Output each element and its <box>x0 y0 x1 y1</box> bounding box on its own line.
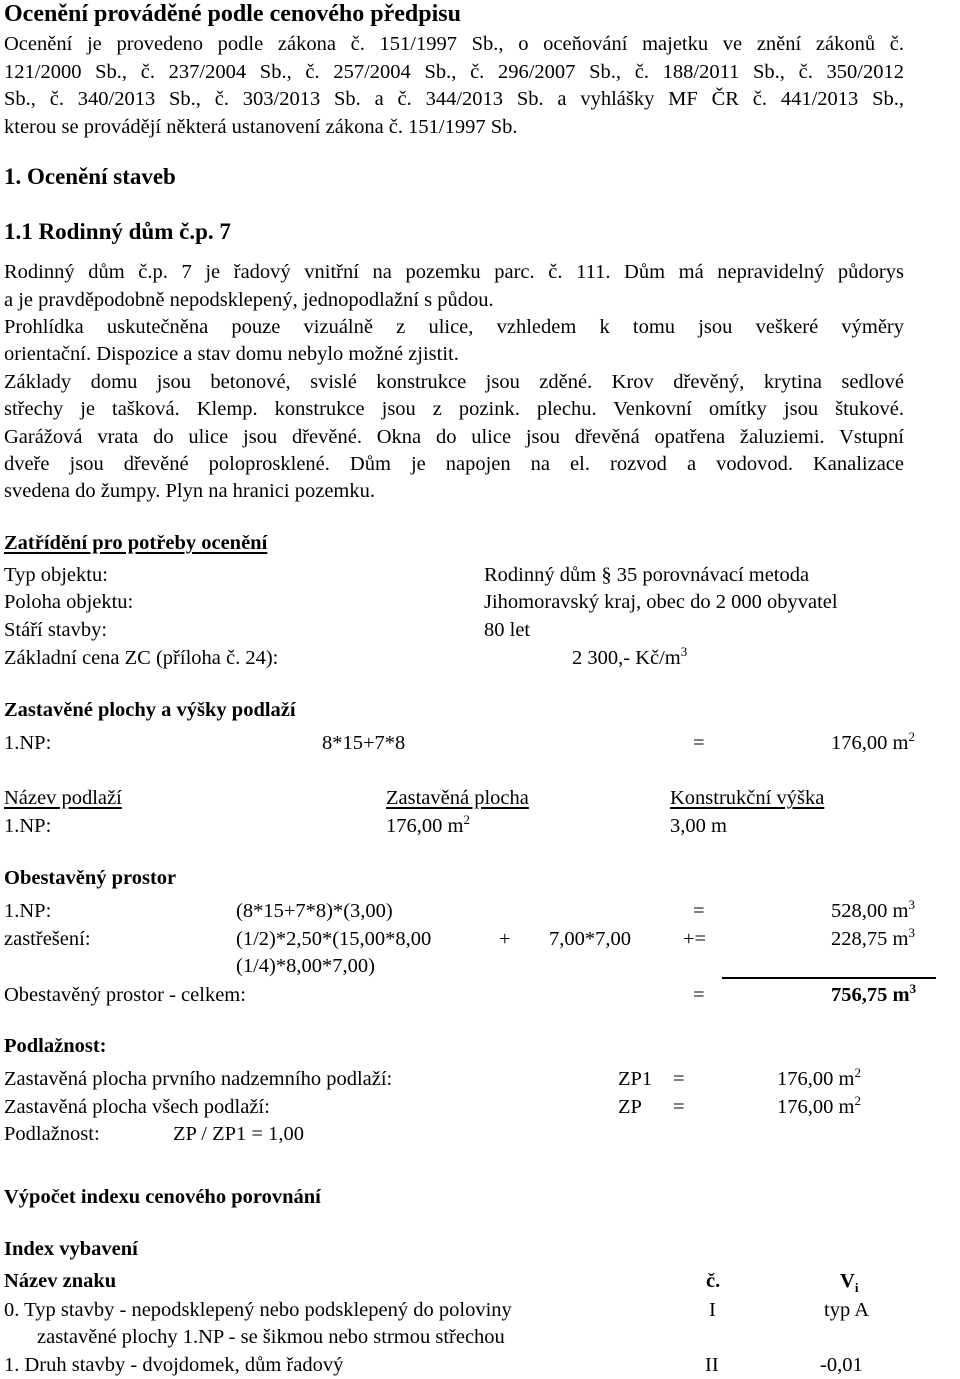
description-line-4: orientační. Dispozice a stav domu nebylo možné zjistit. <box>4 343 459 365</box>
ratio-result-label: Podlažnost: <box>4 1123 100 1145</box>
builtup-row-eq: = <box>693 732 705 754</box>
volume-roof-formula-2: 7,00*7,00 <box>549 928 631 950</box>
index-row-0-no: I <box>709 1299 716 1321</box>
description-line-2: a je pravděpodobně nepodsklepený, jednopodlažní s půdou. <box>4 289 494 311</box>
index-row-0-name-cont: zastavěné plochy 1.NP - se šikmou nebo strmou střechou <box>37 1326 505 1348</box>
section-heading-1-1: 1.1 Rodinný dům č.p. 7 <box>4 219 231 244</box>
volume-roof-plus: + <box>499 928 511 950</box>
base-price-value: 2 300,- $Kč/m^3$ <box>572 644 688 669</box>
type-value: Rodinný dům § 35 porovnávací metoda <box>484 564 810 586</box>
description-line-5: Základy domu jsou betonové, svislé konstrukce jsou zděné. Krov dřevěný, krytina sedlové <box>4 371 904 393</box>
intro-line-2: 121/2000 Sb., č. 237/2004 Sb., č. 257/2004 Sb., č. 296/2007 Sb., č. 188/2011 Sb., č. 350/2012 <box>4 61 904 83</box>
ratio-zp-value: 176,00 $m^2$ <box>777 1093 861 1118</box>
floors-header-area: Zastavěná plocha <box>386 787 529 809</box>
ratio-zp-label: Zastavěná plocha všech podlaží: <box>4 1096 270 1118</box>
volume-np-label: 1.NP: <box>4 900 52 922</box>
description-line-8: dveře jsou dřevěné poloprosklené. Dům je napojen na el. rozvod a vodovod. Kanalizace <box>4 453 904 475</box>
age-value: 80 let <box>484 619 531 641</box>
volume-roof-label: zastřešení: <box>4 928 91 950</box>
ratio-zp-eq: = <box>673 1096 685 1118</box>
index-row-1-name: 1. Druh stavby - dvojdomek, dům řadový <box>4 1354 344 1376</box>
description-line-6: střechy je tašková. Klemp. konstrukce jsou z pozink. plechu. Venkovní omítky jsou štukové. <box>4 398 904 420</box>
intro-line-4: kterou se provádějí některá ustanovení zákona č. 151/1997 Sb. <box>4 116 518 138</box>
ratio-zp1-code: ZP1 <box>618 1068 653 1090</box>
floors-header-name: Název podlaží <box>4 787 122 809</box>
total-underline <box>722 977 936 979</box>
floors-row-area: 176,00 $m^2$ <box>386 812 470 837</box>
floors-row-height: 3,00 m <box>670 815 727 837</box>
volume-np-formula: (8*15+7*8)*(3,00) <box>236 900 393 922</box>
base-price-label: Základní cena ZC (příloha č. 24): <box>4 647 279 669</box>
ratio-result-value: ZP / ZP1 = 1,00 <box>173 1123 304 1145</box>
ratio-zp1-value: 176,00 $m^2$ <box>777 1065 861 1090</box>
index-row-0-value: typ A <box>824 1299 869 1321</box>
index-col-v: $V_i$ <box>840 1270 859 1296</box>
volume-np-eq: = <box>693 900 705 922</box>
location-label: Poloha objektu: <box>4 591 134 613</box>
builtup-row-value: 176,00 $m^2$ <box>831 729 915 754</box>
location-value: Jihomoravský kraj, obec do 2 000 obyvatel <box>484 591 838 613</box>
floors-row-name: 1.NP: <box>4 815 52 837</box>
ratio-zp1-label: Zastavěná plocha prvního nadzemního podlaží: <box>4 1068 393 1090</box>
age-label: Stáří stavby: <box>4 619 108 641</box>
page-title: Ocenění prováděné podle cenového předpisu <box>4 1 461 27</box>
section-heading-1: 1. Ocenění staveb <box>4 164 176 189</box>
index-heading: Výpočet indexu cenového porovnání <box>4 1186 321 1208</box>
index-row-0-name: 0. Typ stavby - nepodsklepený nebo podsklepený do poloviny <box>4 1299 512 1321</box>
index-row-1-no: II <box>705 1354 719 1376</box>
intro-line-1: Ocenění je provedeno podle zákona č. 151/1997 Sb., o oceňování majetku ve znění zákonů č. <box>4 33 904 55</box>
index-col-no: č. <box>706 1270 721 1292</box>
ratio-heading: Podlažnost: <box>4 1035 107 1057</box>
description-line-1: Rodinný dům č.p. 7 je řadový vnitřní na pozemku parc. č. 111. Dům má nepravidelný půdorys <box>4 261 904 283</box>
volume-total-value: 756,75 $m^3$ <box>831 981 917 1006</box>
index-row-1-value: -0,01 <box>820 1354 863 1376</box>
type-label: Typ objektu: <box>4 564 108 586</box>
index-col-name: Název znaku <box>4 1270 117 1292</box>
builtup-heading: Zastavěné plochy a výšky podlaží <box>4 699 296 721</box>
volume-total-eq: = <box>693 984 705 1006</box>
ratio-zp-code: ZP <box>618 1096 642 1118</box>
builtup-row-label: 1.NP: <box>4 732 52 754</box>
volume-roof-formula-3: (1/4)*8,00*7,00) <box>236 955 375 977</box>
classification-heading: Zatřídění pro potřeby ocenění <box>4 532 268 554</box>
builtup-row-formula: 8*15+7*8 <box>322 732 406 754</box>
intro-line-3: Sb., č. 340/2013 Sb., č. 303/2013 Sb. a č. 344/2013 Sb. a vyhlášky MF ČR č. 441/2013 Sb., <box>4 88 904 110</box>
volume-np-value: 528,00 $m^3$ <box>831 897 915 922</box>
description-line-9: svedena do žumpy. Plyn na hranici pozemku. <box>4 480 375 502</box>
description-line-7: Garážová vrata do ulice jsou dřevěné. Okna do ulice jsou dřevěná opatřena žaluziemi. Vstupní <box>4 426 904 448</box>
description-line-3: Prohlídka uskutečněna pouze vizuálně z ulice, vzhledem k tomu jsou veškeré výměry <box>4 316 904 338</box>
volume-roof-eq: += <box>683 928 707 950</box>
volume-total-label: Obestavěný prostor - celkem: <box>4 984 246 1006</box>
volume-roof-formula-1: (1/2)*2,50*(15,00*8,00 <box>236 928 432 950</box>
volume-roof-value: 228,75 $m^3$ <box>831 925 915 950</box>
ratio-zp1-eq: = <box>673 1068 685 1090</box>
volume-heading: Obestavěný prostor <box>4 867 177 889</box>
floors-header-height: Konstrukční výška <box>670 787 825 809</box>
index-subheading: Index vybavení <box>4 1238 138 1260</box>
